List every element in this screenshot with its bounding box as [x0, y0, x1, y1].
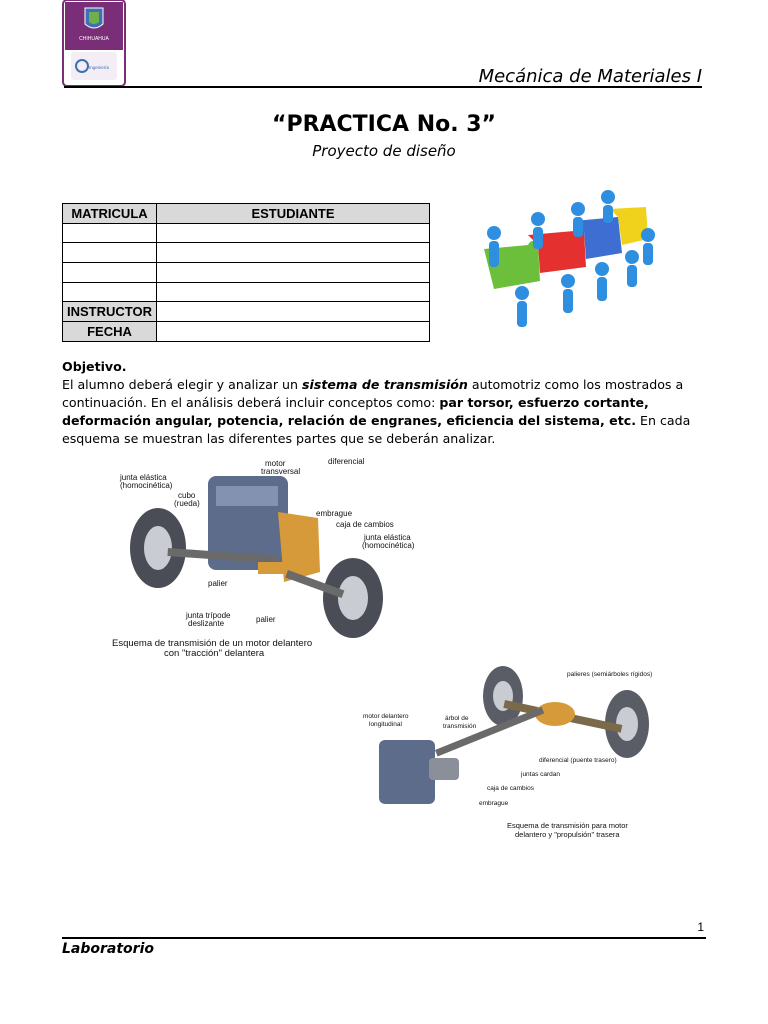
objective-emphasis: sistema de transmisión: [302, 377, 468, 392]
fig2-label-palieres: palieres (semiárboles rígidos): [567, 671, 653, 678]
fig1-label-caja: caja de cambios: [336, 520, 394, 529]
practice-title: “PRACTICA No. 3”: [271, 112, 497, 137]
table-row: [63, 243, 430, 263]
estudiante-header: ESTUDIANTE: [157, 204, 430, 224]
objective-concepts: par torsor, esfuerzo cortante, deformación angular, potencia, relación de engranes, eficiencia del sistema, etc.: [62, 395, 649, 428]
objective-heading: Objetivo.: [62, 359, 127, 374]
university-logo: [63, 0, 125, 86]
matricula-cell[interactable]: [63, 243, 157, 263]
fig2-label-longitudinal: longitudinal: [369, 721, 402, 728]
date-label: FECHA: [63, 322, 157, 342]
fig1-label-junta-tripode: junta trípode: [186, 611, 231, 620]
fig1-label-deslizante: deslizante: [188, 619, 225, 628]
footer-divider: [62, 937, 706, 939]
fig2-label-caja: caja de cambios: [487, 785, 534, 792]
fig2-caption-1: Esquema de transmisión para motor: [507, 821, 628, 830]
fig1-label-motor: motor: [265, 459, 286, 468]
fig2-label-diferencial: diferencial (puente trasero): [539, 757, 617, 764]
objective-text-1: El alumno deberá elegir y analizar un: [62, 377, 303, 392]
fig2-label-transmision: transmisión: [443, 723, 477, 730]
student-info-table: [62, 203, 430, 342]
estudiante-cell[interactable]: [157, 243, 430, 263]
fig1-caption-1: Esquema de transmisión de un motor delantero: [112, 638, 313, 649]
instructor-label: INSTRUCTOR: [63, 302, 157, 322]
footer-label: Laboratorio: [62, 941, 154, 957]
header-divider: [64, 86, 702, 88]
estudiante-cell[interactable]: [157, 282, 430, 302]
fig1-label-palier-1: palier: [208, 579, 228, 588]
fig1-label-homocinetica-2: (homocinética): [362, 541, 415, 550]
fig2-label-embrague: embrague: [479, 800, 509, 807]
table-row: [63, 223, 430, 243]
objective-text-2: automotriz como los mostrados a continuación. En el análisis deberá incluir conceptos como:: [62, 377, 684, 410]
course-title: Mecánica de Materiales I: [478, 66, 702, 87]
date-cell[interactable]: [157, 322, 430, 342]
objective-text-3: En cada esquema se muestran las diferentes partes que se deberán analizar.: [62, 413, 691, 446]
table-header-row: [63, 204, 430, 224]
fig1-label-palier-2: palier: [256, 615, 276, 624]
rear-drive-transmission-diagram: [345, 660, 675, 840]
matricula-header: MATRICULA: [63, 204, 157, 224]
fig2-label-motor-delantero: motor delantero: [363, 713, 409, 720]
fig1-label-junta-elastica-1: junta elástica: [120, 473, 167, 482]
matricula-cell[interactable]: [63, 263, 157, 283]
instructor-cell[interactable]: [157, 302, 430, 322]
table-row: [63, 263, 430, 283]
estudiante-cell[interactable]: [157, 223, 430, 243]
fig2-label-juntas: juntas cardan: [521, 771, 561, 778]
fig1-label-cubo: cubo: [178, 491, 196, 500]
matricula-cell[interactable]: [63, 282, 157, 302]
fig2-caption-2: delantero y "propulsión" trasera: [515, 830, 620, 839]
practice-subtitle: Proyecto de diseño: [312, 142, 456, 160]
logo-university-text: CHIHUAHUA: [79, 36, 109, 42]
objective-section: [62, 358, 708, 448]
fig2-label-arbol: árbol de: [445, 715, 469, 722]
fig1-label-junta-elastica-2: junta elástica: [364, 533, 411, 542]
fig1-label-embrague: embrague: [316, 509, 353, 518]
date-row: [63, 322, 430, 342]
fig1-caption-2: con "tracción" delantera: [164, 648, 265, 659]
instructor-row: [63, 302, 430, 322]
table-row: [63, 282, 430, 302]
fig1-label-homocinetica-1: (homocinética): [120, 481, 173, 490]
logo-faculty-text: Ingeniería: [88, 65, 110, 70]
fig1-label-transversal: transversal: [261, 467, 301, 476]
front-drive-transmission-diagram: [108, 452, 415, 660]
estudiante-cell[interactable]: [157, 263, 430, 283]
page-number: 1: [697, 920, 704, 934]
matricula-cell[interactable]: [63, 223, 157, 243]
fig1-label-rueda: (rueda): [174, 499, 200, 508]
fig1-label-diferencial: diferencial: [328, 457, 365, 466]
teamwork-puzzle-image: [470, 185, 666, 330]
